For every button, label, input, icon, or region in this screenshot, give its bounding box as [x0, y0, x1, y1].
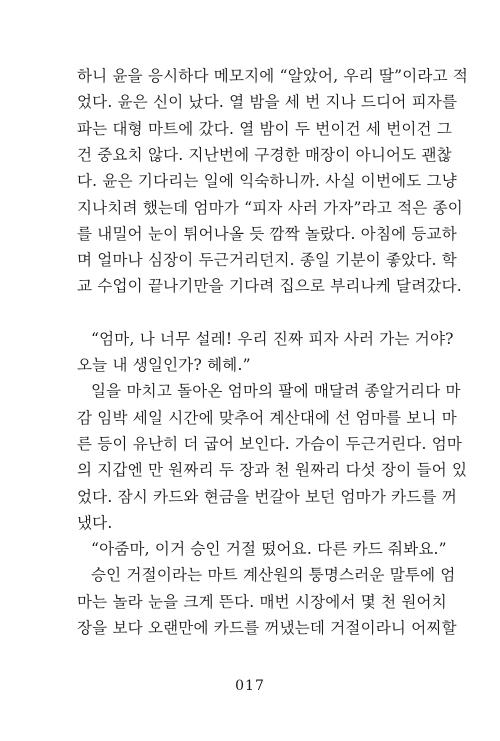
dialogue-line: “아줌마, 이거 승인 거절 떴어요. 다른 카드 줘봐요.” [91, 540, 447, 559]
text-line: 었다. 잠시 카드와 현금을 번갈아 보던 엄마가 카드를 꺼 [77, 487, 457, 506]
text-line: 다. 윤은 기다리는 일에 익숙하니까. 사실 이번에도 그냥 [77, 172, 457, 191]
text-line: 감 임박 세일 시간에 맞추어 계산대에 선 엄마를 보니 마 [77, 408, 457, 427]
text-line: 며 얼마나 심장이 두근거리던지. 종일 기분이 좋았다. 학 [77, 251, 457, 270]
dialogue-line: 오늘 내 생일인가? 헤헤.” [77, 356, 251, 374]
text-line: 교 수업이 끝나기만을 기다려 집으로 부리나케 달려갔다. [77, 277, 462, 296]
text-line: 지나치려 했는데 엄마가 “피자 사러 가자”라고 적은 종이 [77, 198, 463, 217]
text-line: 승인 거절이라는 마트 계산원의 퉁명스러운 말투에 엄 [91, 566, 456, 585]
text-line: 냈다. [77, 513, 113, 532]
text-line: 마는 놀라 눈을 크게 뜬다. 매번 시장에서 몇 천 원어치 [77, 592, 447, 611]
page-number: 017 [235, 678, 265, 694]
text-line: 장을 보다 오랜만에 카드를 꺼냈는데 거절이라니 어찌할 [77, 619, 457, 637]
text-line: 일을 마치고 돌아온 엄마의 팔에 매달려 종알거리다 마 [91, 382, 461, 401]
text-line: 의 지갑엔 만 원짜리 두 장과 천 원짜리 다섯 장이 들어 있 [77, 461, 468, 480]
text-line: 를 내밀어 눈이 튀어나올 듯 깜짝 놀랐다. 아침에 등교하 [77, 224, 457, 243]
text-line: 었다. 윤은 신이 났다. 열 밤을 세 번 지나 드디어 피자를 [77, 93, 458, 112]
text-line: 하니 윤을 응시하다 메모지에 “알았어, 우리 딸”이라고 적 [77, 67, 469, 85]
text-line: 른 등이 유난히 더 굽어 보인다. 가슴이 두근거린다. 엄마 [77, 434, 463, 453]
text-line: 건 중요치 않다. 지난번에 구경한 매장이 아니어도 괜찮 [77, 145, 452, 164]
dialogue-line: “엄마, 나 너무 설레! 우리 진짜 피자 사러 가는 거야? [91, 329, 454, 348]
text-line: 파는 대형 마트에 갔다. 열 밤이 두 번이건 세 번이건 그 [77, 119, 453, 138]
